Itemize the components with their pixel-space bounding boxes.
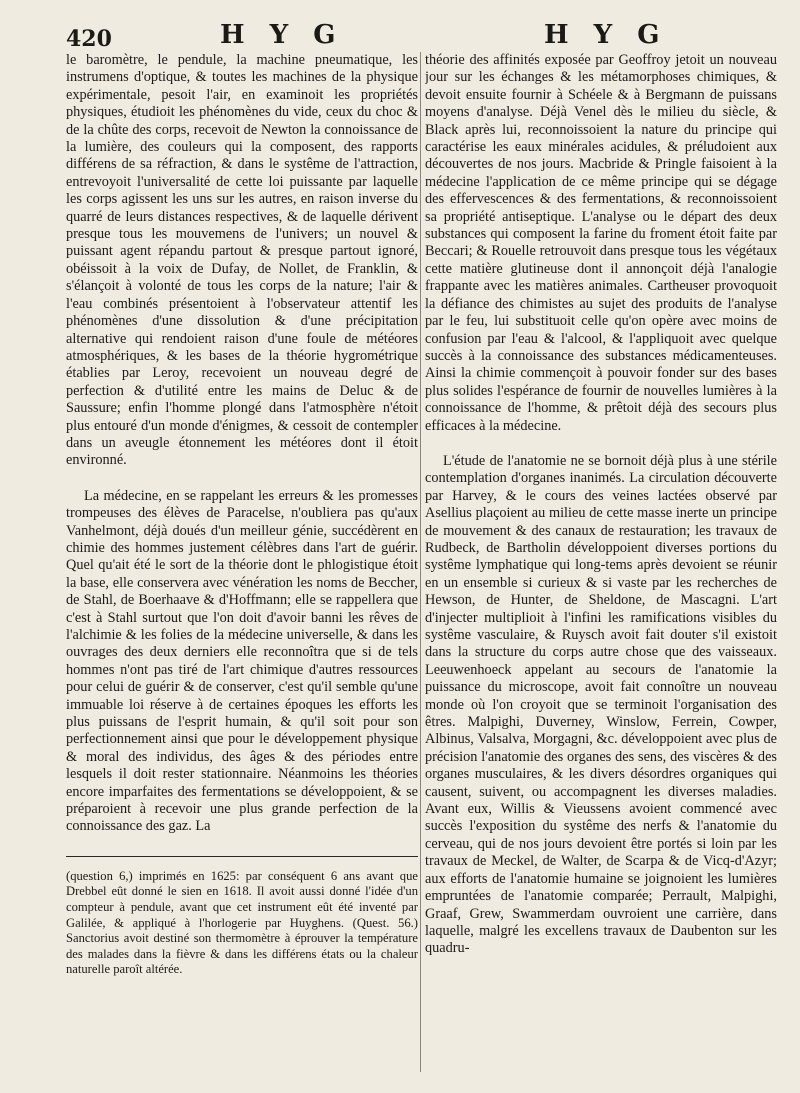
page-number: 420	[66, 26, 112, 52]
right-column	[425, 52, 777, 1082]
right-paragraph-1: théorie des affinités exposée par Geoffroy jetoit un nouveau jour sur les échanges & les métamorphoses chimiques, & devoit ensuite fournir à Schéele & à Bergmann de puissans moyens d'analyse. Déjà Venel dès le milieu du siècle, & Black après lui, reconnoissoient la nature du principe qui caractérise les eaux minérales acidules, & préludoient aux découvertes de nos jours. Macbride & Pringle faisoient à la médecine l'application de ce même principe qui se dégage des effervescences & des fermentations, & reconnoissoient sa propriété antiseptique. L'analyse ou le départ des deux substances qui composent la farine du froment étoit faite par Beccari; & Rouelle retrouvoit dans presque tous les végétaux cette matière glutineuse dont il annonçoit déjà l'analogie frappante avec les matières animales. Cartheuser provoquoit la défiance des chimistes au sujet des produits de l'analyse par le feu, lui substituoit celle qu'on opère avec moins de confusion par l'eau & l'alcool, & l'appliquoit avec quelque succès à la connoissance des substances médicamenteuses. Ainsi la chimie commençoit à pouvoir fonder sur des bases plus solides l'espérance de fournir de nouvelles lumières à la connoissance de l'homme, & prêtoit déjà des secours plus efficaces à la médecine.	[425, 52, 777, 434]
running-head-right: H Y G	[544, 20, 668, 50]
running-head-left: H Y G	[220, 20, 344, 50]
footnote-rule	[66, 856, 418, 857]
left-paragraph-2: La médecine, en se rappelant les erreurs & les promesses trompeuses des élèves de Paracelse, n'oubliera pas qu'aux Vanhelmont, déjà doués d'un meilleur génie, succédèrent en chimie des hommes justement célèbres dans l'art de guérir. Quel qu'ait été le sort de la théorie dont le phlogistique étoit la base, elle conservera avec vénération les noms de Beccher, de Stahl, de Boerhaave & d'Hoffmann; elle se rappellera que c'est à Stahl surtout que l'on doit d'avoir banni les rêves de l'alchimie & les folies de la médecine universelle, & dans les ouvrages des deux derniers elle reconnoîtra que si de tels hommes n'ont pas tiré de l'art chimique d'autres ressources pour celui de guérir & de conserver, c'est qu'il semble qu'une immuable loi réserve à de certaines époques les efforts les plus puissans de l'esprit humain, & qu'il soit pour son perfectionnement ainsi que pour le développement physique & moral des individus, des âges & des périodes entre lesquels il doit rester stationnaire. Néanmoins les théories encore imparfaites des fermentations se développoient, & se préparoient à recevoir une plus grande perfection de la connoissance des gaz. La	[66, 487, 418, 835]
right-paragraph-2: L'étude de l'anatomie ne se bornoit déjà plus à une stérile contemplation d'organes inanimés. La circulation découverte par Harvey, & le cours des veines lactées observé par Asellius plaçoient au milieu de cette masse inerte un principe de mouvement & des canaux de restauration; les travaux de Rudbeck, de Bartholin développoient diverses portions du systême lymphatique qui long-tems après devoient se réunir en un ensemble si curieux & si vaste par les recherches de Hewson, de Hunter, de Sheldone, de Mascagni. L'art d'injecter multiplioit à l'infini les ramifications visibles du systême vasculaire, & Ruysch avoit fait douter s'il existoit dans la structure du corps autre chose que des vaisseaux. Leeuwenhoeck appelant au secours de l'anatomie la puissance du microscope, avoit fait connoître un nouveau monde où l'on croyoit que se terminoit l'organisation des êtres. Malpighi, Duverney, Winslow, Ferrein, Cowper, Albinus, Valsalva, Morgagni, &c. développoient avec plus de précision l'anatomie des organes des sens, des viscères & des organes musculaires, & les divers désordres organiques qui causent, suivent, ou accompagnent les diverses maladies. Avant eux, Willis & Vieussens avoient commencé avec succès l'exposition du systême des nerfs & l'anatomie du cerveau, qui de nos jours devoient être portés si loin par les travaux de Meckel, de Walter, de Scarpa & de Vicq-d'Azyr; aux efforts de l'anatomie humaine se joignoient les lumières empruntées de l'anatomie comparée; Perrault, Malpighi, Graaf, Grew, Swammerdam ouvroient une carrière, dans laquelle, malgré les excellens travaux de Daubenton sur les quadru-	[425, 452, 777, 957]
footnote: (question 6,) imprimés en 1625: par conséquent 6 ans avant que Drebbel eût donné le sien en 1618. Il avoit aussi donné l'idée d'un compteur à pendule, avant que cet instrument eût été inventé par Galilée, & appliqué à l'horlogerie par Huyghens. (Quest. 56.) Sanctorius avoit destiné son thermomètre à éprouver la température des malades dans la fièvre & dans les différens états ou la chaleur naturelle paroît altérée.	[66, 868, 418, 977]
column-divider	[420, 52, 421, 1072]
left-column	[66, 52, 418, 1082]
left-paragraph-1: le baromètre, le pendule, la machine pneumatique, les instrumens d'optique, & toutes les machines de la physique expérimentale, pesoit l'air, en examinoit les propriétés physiques, étudioit les phénomènes du vide, ceux du choc & de la chûte des corps, recevoit de Newton la connoissance de la lumière, des couleurs qui la composent, des rapports différens de sa réfraction, & dans le systême de l'attraction, entrevoyoit l'universalité de cette loi puissante par laquelle les corps agissent les uns sur les autres, en raison inverse du quarré de leurs distances respectives, & de laquelle dérivent presque tous les mouvemens de l'univers; un nouvel & puissant agent répandu partout & presque partout ignoré, obéissoit à la voix de Dufay, de Nollet, de Franklin, & s'élançoit à volonté de tous les corps de la nature; l'air & l'eau combinés présentoient à l'observateur attentif les phénomènes d'une dissolution & d'une précipitation alternative qui rendoient raison d'une foule de météores atmosphériques, & les bases de la théorie hygrométrique établies par Leroy, recevoient un nouveau degré de perfection & d'utilité entre les mains de Deluc & de Saussure; enfin l'homme plongé dans l'atmosphère n'étoit plus entouré d'un monde d'énigmes, & cessoit de contempler dans un aveugle étonnement les météores dont il étoit environné.	[66, 52, 418, 469]
